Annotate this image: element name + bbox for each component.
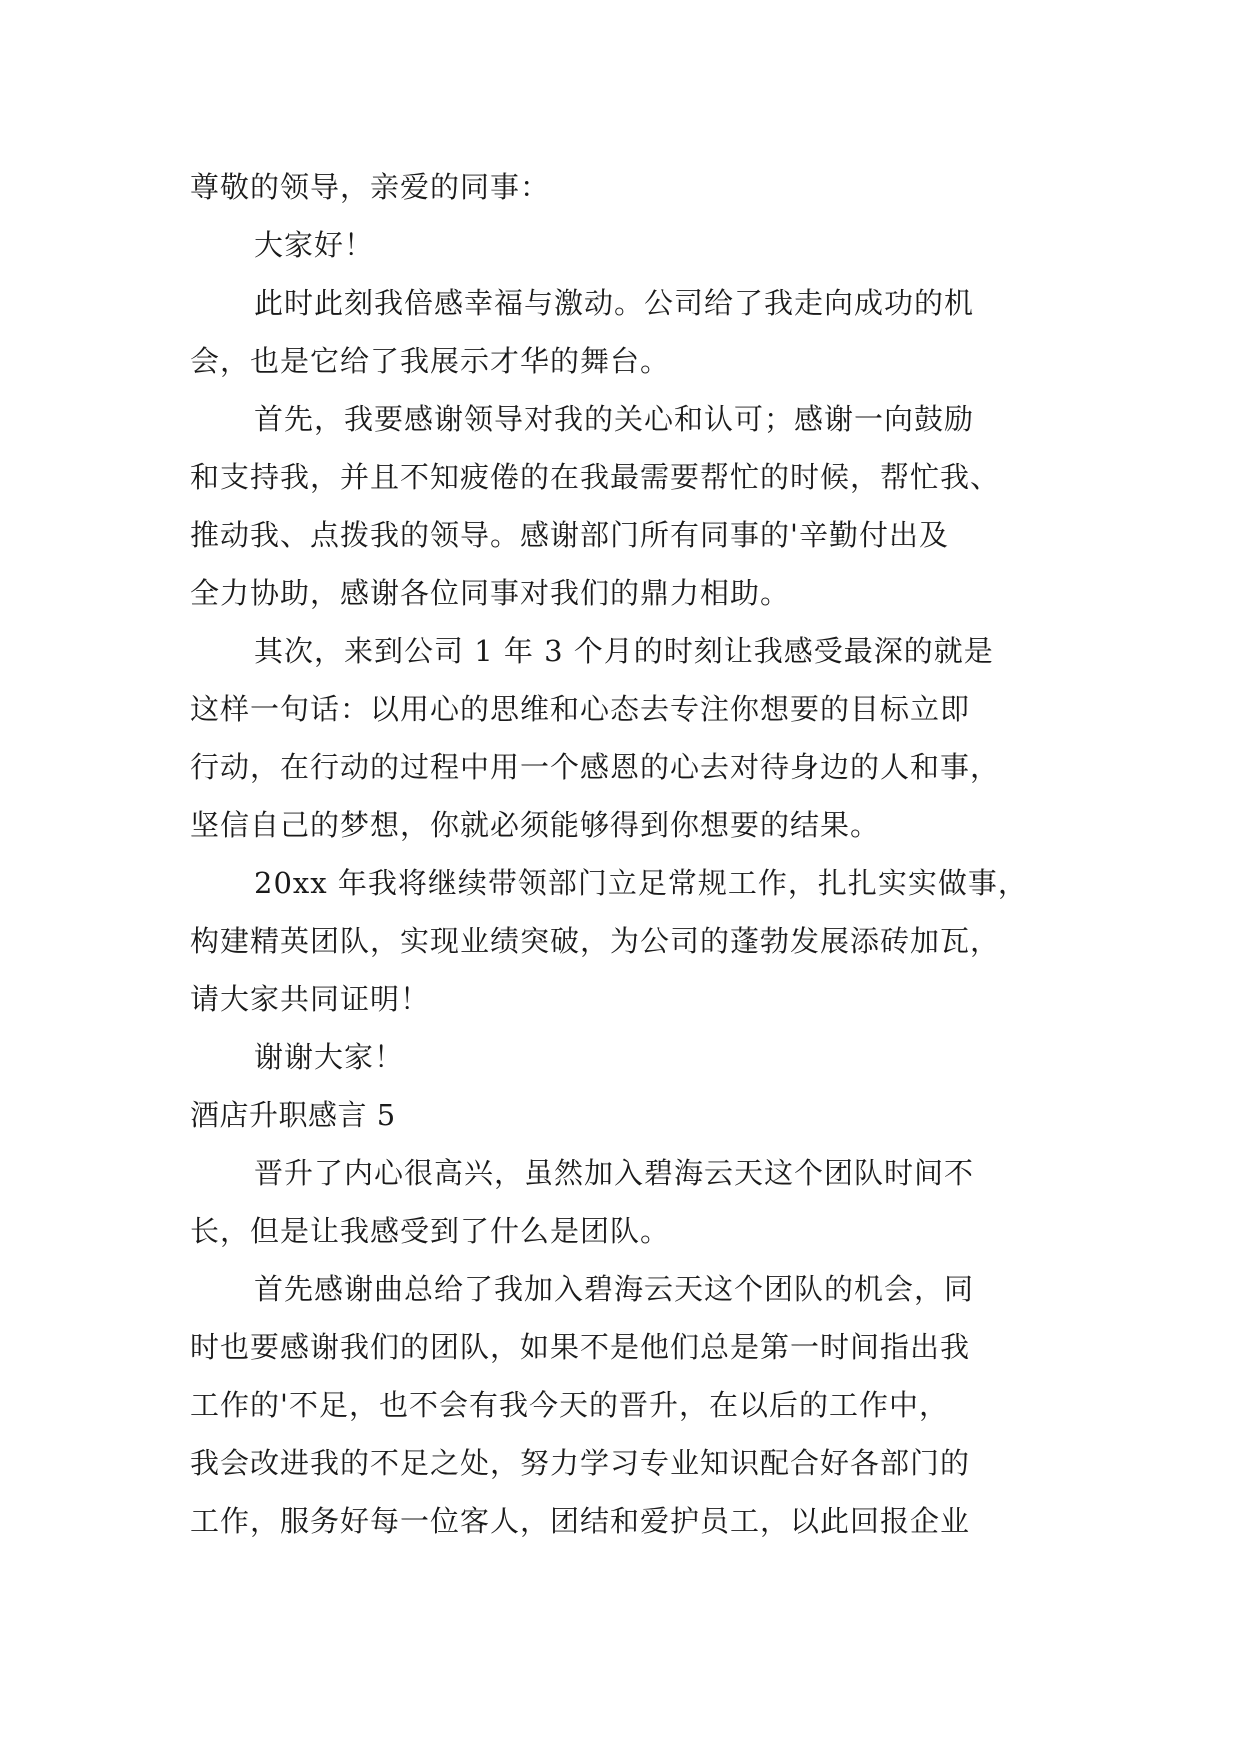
- section-title: 酒店升职感言 5: [190, 1098, 396, 1132]
- text-line: 推动我、点拨我的领导。感谢部门所有同事的'辛勤付出及: [190, 518, 949, 552]
- text-line: 晋升了内心很高兴，虽然加入碧海云天这个团队时间不: [254, 1156, 975, 1190]
- text-line: 这样一句话：以用心的思维和心态去专注你想要的目标立即: [190, 692, 971, 726]
- text-line: 坚信自己的梦想，你就必须能够得到你想要的结果。: [190, 808, 881, 842]
- text-line: 全力协助，感谢各位同事对我们的鼎力相助。: [190, 576, 791, 610]
- text-line: 工作的'不足，也不会有我今天的晋升，在以后的工作中，: [190, 1388, 949, 1422]
- text-line: 我会改进我的不足之处，努力学习专业知识配合好各部门的: [190, 1446, 971, 1480]
- text-line: 其次，来到公司 1 年 3 个月的时刻让我感受最深的就是: [254, 634, 994, 668]
- text-line: 和支持我，并且不知疲倦的在我最需要帮忙的时候，帮忙我、: [190, 460, 1001, 494]
- text-line: 行动，在行动的过程中用一个感恩的心去对待身边的人和事，: [190, 750, 1001, 784]
- text-line: 请大家共同证明！: [190, 982, 431, 1016]
- text-line: 谢谢大家！: [254, 1040, 405, 1074]
- text-line: 此时此刻我倍感幸福与激动。公司给了我走向成功的机: [254, 286, 975, 320]
- text-line: 长，但是让我感受到了什么是团队。: [190, 1214, 671, 1248]
- text-line: 工作，服务好每一位客人，团结和爱护员工，以此回报企业: [190, 1504, 971, 1538]
- text-line: 大家好！: [254, 228, 375, 262]
- text-line: 尊敬的领导，亲爱的同事：: [190, 170, 551, 204]
- text-line: 时也要感谢我们的团队，如果不是他们总是第一时间指出我: [190, 1330, 971, 1364]
- text-line: 首先，我要感谢领导对我的关心和认可；感谢一向鼓励: [254, 402, 975, 436]
- text-line: 20xx 年我将继续带领部门立足常规工作，扎扎实实做事，: [254, 866, 1028, 900]
- text-line: 会，也是它给了我展示才华的舞台。: [190, 344, 671, 378]
- document-body: [190, 158, 1050, 1550]
- text-line: 构建精英团队，实现业绩突破，为公司的蓬勃发展添砖加瓦，: [190, 924, 1001, 958]
- text-line: 首先感谢曲总给了我加入碧海云天这个团队的机会，同: [254, 1272, 975, 1306]
